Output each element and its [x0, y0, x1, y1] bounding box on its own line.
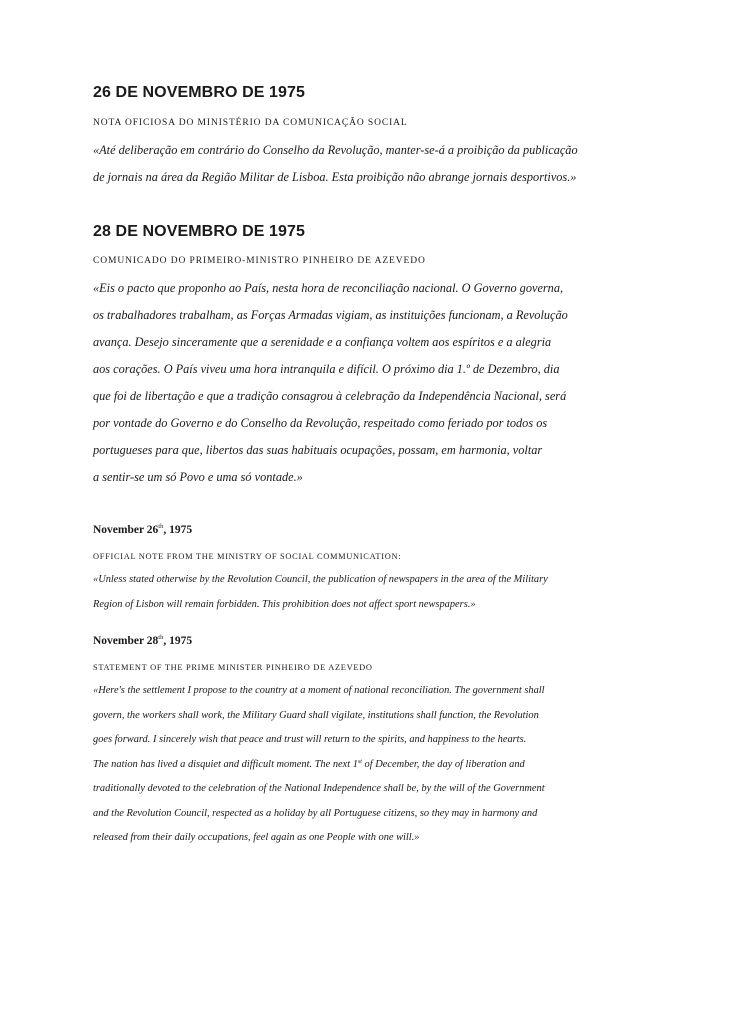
pt-quote-line: a sentir-se um só Povo e uma só vontade.» — [93, 470, 303, 484]
pt-quote-line: que foi de libertação e que a tradição consagrou à celebração da Independência Nacional, será — [93, 389, 567, 403]
pt-label-official-note: NOTA OFICIOSA DO MINISTÉRIO DA COMUNICAÇÃO SOCIAL — [93, 118, 408, 128]
en-quote-line: traditionally devoted to the celebration of the National Independence shall be, by the will of the Government — [93, 783, 545, 794]
en-quote-line: goes forward. I sincerely wish that peace and trust will return to the spirits, and happiness to the hearts. — [93, 734, 527, 745]
en-quote-line: released from their daily occupations, feel again as one People with one will.» — [93, 832, 420, 843]
en-heading-28-nov — [93, 635, 192, 647]
en-quote-line: and the Revolution Council, respected as a holiday by all Portuguese citizens, so they may in harmony and — [93, 808, 538, 819]
pt-heading-26-nov: 26 DE NOVEMBRO DE 1975 — [93, 84, 306, 101]
en-quote-line: Region of Lisbon will remain forbidden. This prohibition does not affect sport newspapers.» — [93, 599, 476, 610]
en-heading-ordinal: th — [158, 634, 164, 641]
en-quote-text: The nation has lived a disquiet and difficult moment. The next 1 — [93, 759, 358, 770]
pt-quote-line: «Até deliberação em contrário do Conselho da Revolução, manter-se-á a proibição da publicação — [93, 143, 578, 157]
en-quote-text: of December, the day of liberation and — [361, 759, 525, 770]
pt-quote-line: os trabalhadores trabalham, as Forças Armadas vigiam, as instituições funcionam, a Revolução — [93, 308, 568, 322]
pt-label-statement: COMUNICADO DO PRIMEIRO-MINISTRO PINHEIRO DE AZEVEDO — [93, 256, 426, 266]
pt-quote-line: de jornais na área da Região Militar de Lisboa. Esta proibição não abrange jornais desportivos.» — [93, 170, 577, 184]
en-heading-text: November 28 — [93, 635, 159, 647]
pt-quote-line: «Eis o pacto que proponho ao País, nesta hora de reconciliação nacional. O Governo governa, — [93, 281, 564, 295]
pt-quote-line: aos corações. O País viveu uma hora intranquila e difícil. O próximo dia 1.º de Dezembro, dia — [93, 362, 560, 376]
en-label-statement: STATEMENT OF THE PRIME MINISTER PINHEIRO DE AZEVEDO — [93, 663, 373, 672]
en-heading-year: , 1975 — [163, 635, 193, 647]
pt-quote-line: portugueses para que, libertos das suas habituais ocupações, possam, em harmonia, voltar — [93, 443, 543, 457]
en-quote-line: govern, the workers shall work, the Military Guard shall vigilate, institutions shall function, the Revolution — [93, 710, 539, 721]
pt-quote-line: avança. Desejo sinceramente que a serenidade e a confiança voltem aos espíritos e a alegria — [93, 335, 552, 349]
en-heading-text: November 26 — [93, 524, 159, 536]
en-quote-ordinal: st — [357, 759, 362, 765]
pt-quote-line: por vontade do Governo e do Conselho da Revolução, respeitado como feriado por todos os — [93, 416, 548, 430]
en-heading-ordinal: th — [158, 523, 164, 530]
en-heading-year: , 1975 — [163, 524, 193, 536]
en-label-official-note: OFFICIAL NOTE FROM THE MINISTRY OF SOCIAL COMMUNICATION: — [93, 552, 402, 561]
en-quote-line — [93, 759, 525, 770]
en-heading-26-nov — [93, 524, 192, 536]
en-quote-line: «Unless stated otherwise by the Revolution Council, the publication of newspapers in the area of the Military — [93, 574, 548, 585]
en-quote-line: «Here's the settlement I propose to the country at a moment of national reconciliation. The government shall — [93, 685, 545, 696]
pt-heading-28-nov: 28 DE NOVEMBRO DE 1975 — [93, 223, 306, 240]
